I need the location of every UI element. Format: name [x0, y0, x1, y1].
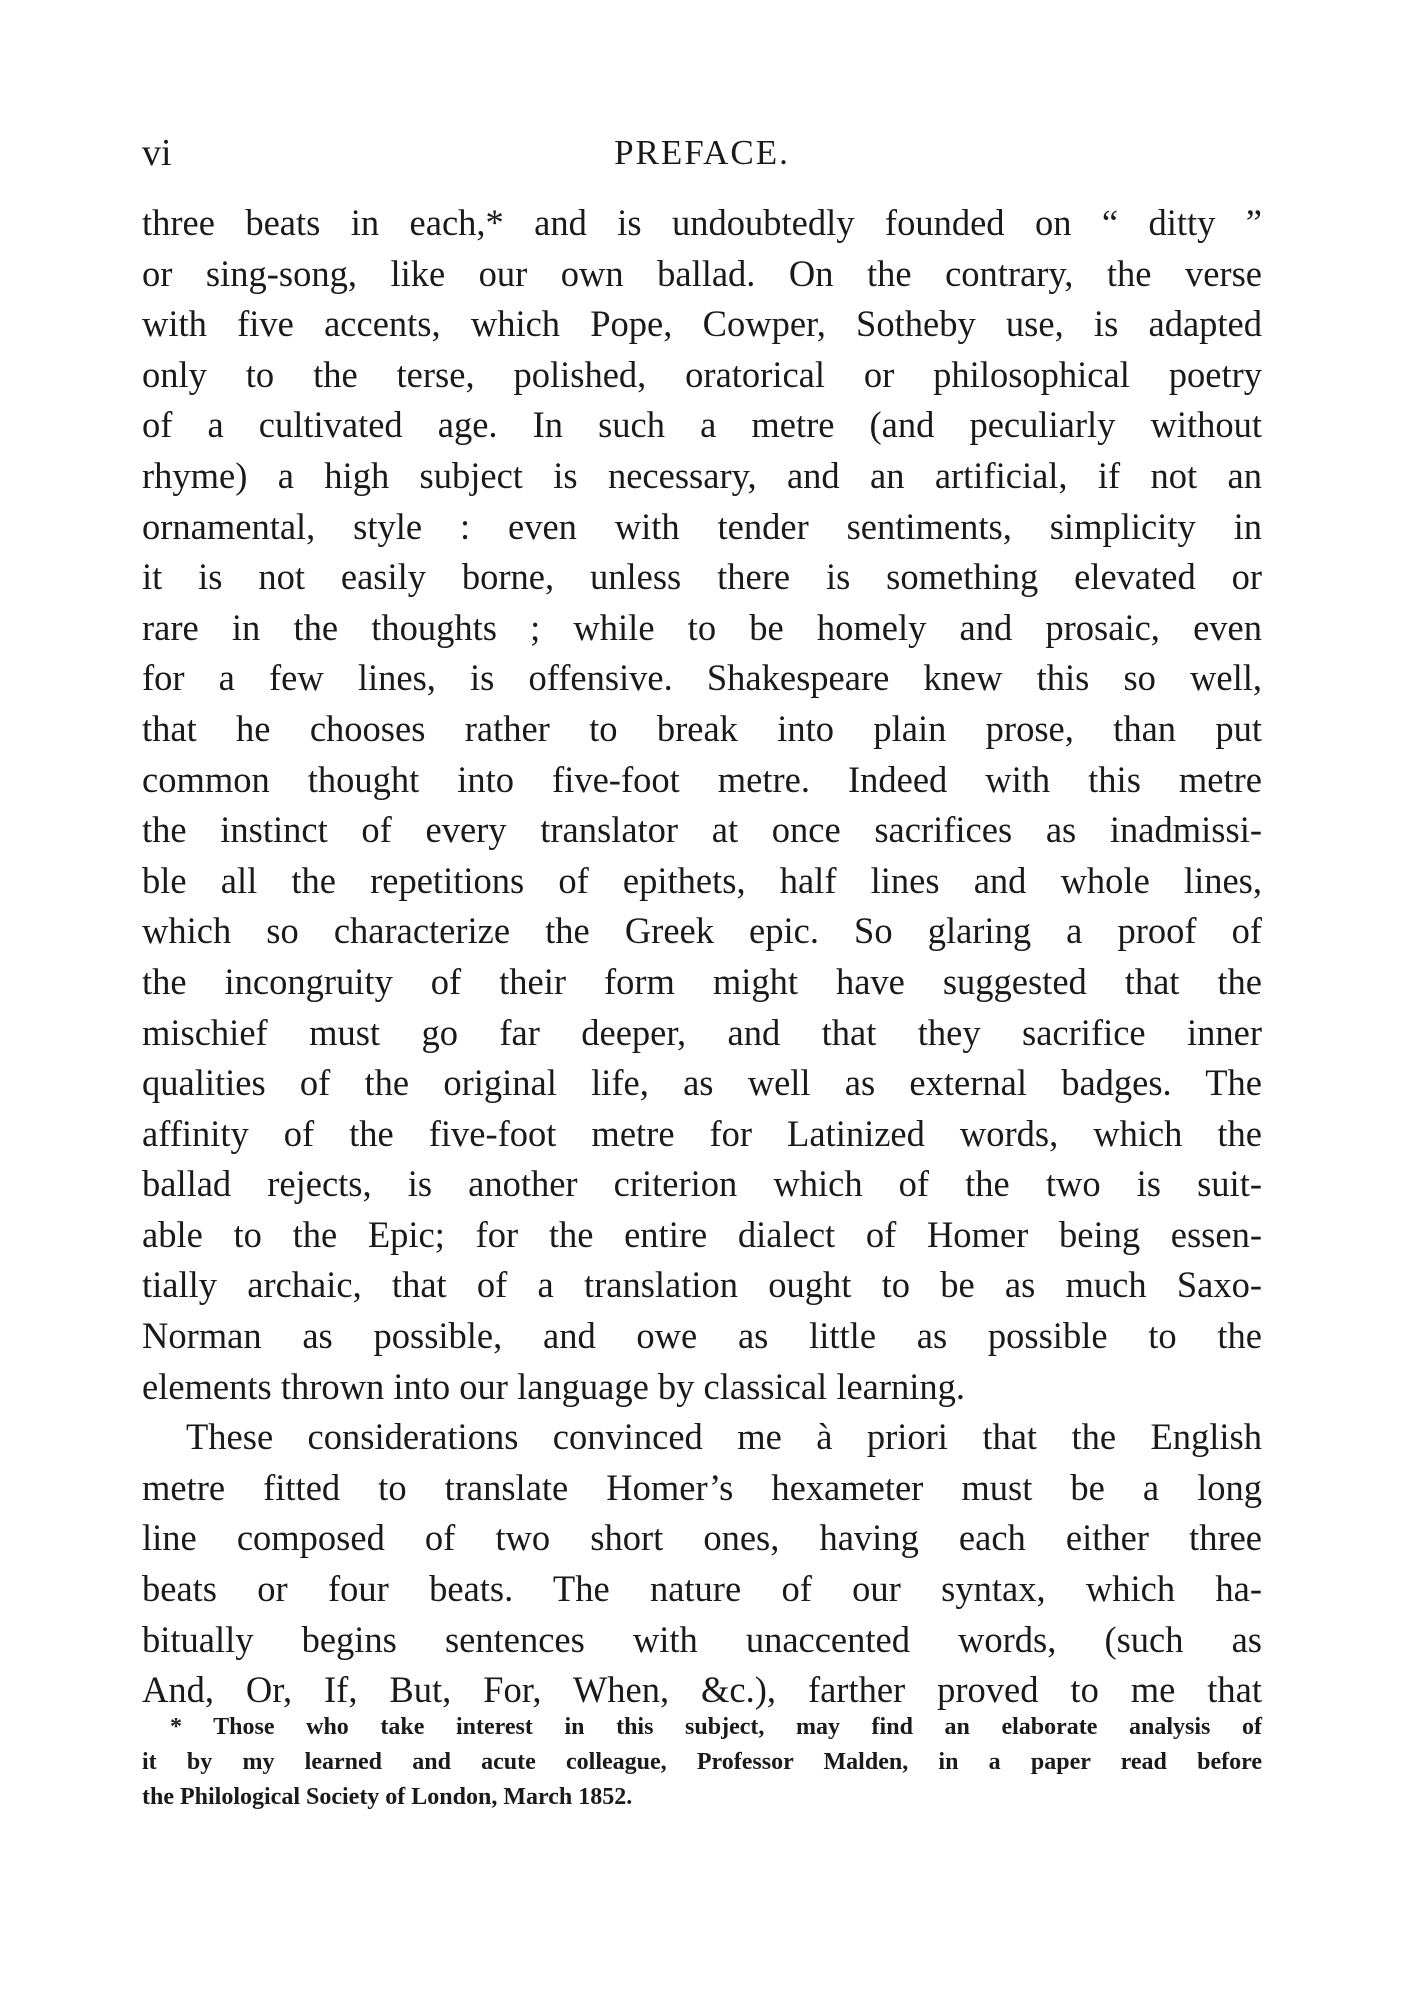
footnote-line: it by my learned and acute colleague, Professor Malden, in a paper read before [142, 1749, 1262, 1775]
paragraph-end-line: elements thrown into our language by classical learning. [142, 1365, 966, 1407]
text-line: with five accents, which Pope, Cowper, Sotheby use, is adapted [142, 303, 1262, 345]
text-line: beats or four beats. The nature of our syntax, which ha- [142, 1568, 1262, 1610]
text-line: ballad rejects, is another criterion which of the two is suit- [142, 1163, 1262, 1205]
text-line: only to the terse, polished, oratorical or philosophical poetry [142, 353, 1262, 395]
text-line: common thought into five-foot metre. Indeed with this metre [142, 758, 1262, 800]
body-text [142, 198, 1262, 1716]
running-title: PREFACE. [614, 133, 790, 172]
footnote [142, 1710, 1262, 1815]
text-line: three beats in each,* and is undoubtedly founded on “ ditty ” [142, 202, 1262, 243]
text-line: the incongruity of their form might have suggested that the [142, 960, 1262, 1002]
text-line: Norman as possible, and owe as little as possible to the [142, 1315, 1262, 1357]
text-line: bitually begins sentences with unaccented words, (such as [142, 1618, 1262, 1660]
text-line: tially archaic, that of a translation ought to be as much Saxo- [142, 1264, 1262, 1306]
text-line: the instinct of every translator at once sacrifices as inadmissi- [142, 809, 1262, 851]
footnote-line: the Philological Society of London, March 1852. [142, 1784, 633, 1810]
text-line: line composed of two short ones, having each either three [142, 1517, 1262, 1559]
page-header [142, 128, 1262, 178]
text-line: metre fitted to translate Homer’s hexameter must be a long [142, 1466, 1262, 1508]
text-line: that he chooses rather to break into plain prose, than put [142, 707, 1262, 749]
text-line: or sing-song, like our own ballad. On the contrary, the verse [142, 252, 1262, 294]
text-line: rhyme) a high subject is necessary, and an artificial, if not an [142, 454, 1262, 496]
text-line: rare in the thoughts ; while to be homely and prosaic, even [142, 606, 1262, 648]
paragraph-start-line: These considerations convinced me à priori that the English [186, 1416, 1262, 1458]
text-line: affinity of the five-foot metre for Latinized words, which the [142, 1112, 1262, 1154]
text-line: mischief must go far deeper, and that they sacrifice inner [142, 1011, 1262, 1053]
text-line: able to the Epic; for the entire dialect of Homer being essen- [142, 1213, 1262, 1255]
text-line: for a few lines, is offensive. Shakespeare knew this so well, [142, 657, 1262, 699]
text-line: ornamental, style : even with tender sentiments, simplicity in [142, 505, 1262, 547]
text-line: it is not easily borne, unless there is something elevated or [142, 556, 1262, 598]
page-number: vi [142, 132, 172, 174]
text-line: which so characterize the Greek epic. So glaring a proof of [142, 910, 1262, 952]
text-line: qualities of the original life, as well as external badges. The [142, 1062, 1262, 1104]
text-line: And, Or, If, But, For, When, &c.), farther proved to me that [142, 1669, 1262, 1711]
text-line: ble all the repetitions of epithets, half lines and whole lines, [142, 859, 1262, 901]
footnote-line: * Those who take interest in this subject, may find an elaborate analysis of [170, 1714, 1262, 1740]
text-line: of a cultivated age. In such a metre (and peculiarly without [142, 404, 1262, 446]
